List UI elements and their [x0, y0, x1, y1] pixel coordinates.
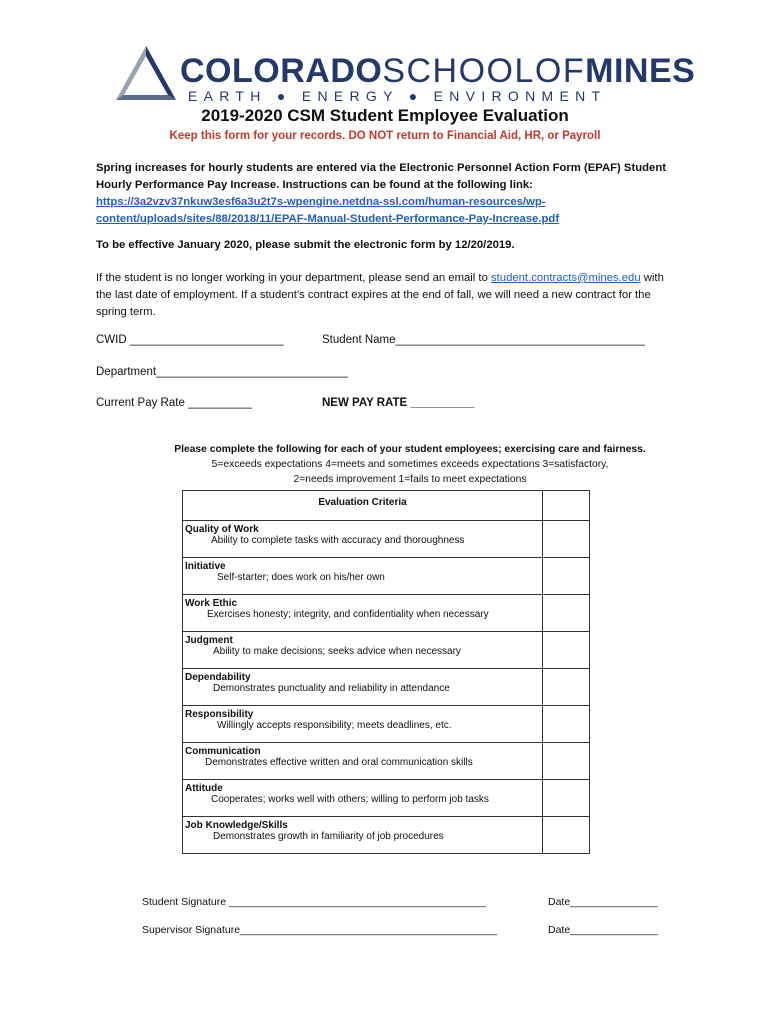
criteria-description: Demonstrates punctuality and reliability in attendance: [213, 683, 450, 694]
criteria-description: Demonstrates growth in familiarity of job procedures: [213, 831, 444, 842]
criteria-description: Demonstrates effective written and oral communication skills: [205, 757, 473, 768]
criteria-name: Quality of Work: [185, 524, 259, 535]
epaf-paragraph: [96, 160, 676, 228]
logo-tagline: EARTH ● ENERGY ● ENVIRONMENT: [188, 88, 607, 104]
contract-email-link[interactable]: student.contracts@mines.edu: [491, 272, 641, 284]
table-row: [183, 669, 590, 706]
deadline-notice: To be effective January 2020, please submit the electronic form by 12/20/2019.: [96, 239, 515, 251]
score-header-cell: [543, 491, 590, 521]
criteria-cell: [183, 780, 543, 817]
rating-scale-line-1: 5=exceeds expectations 4=meets and sometimes exceeds expectations 3=satisfactory,: [211, 459, 609, 470]
criteria-description: Ability to complete tasks with accuracy and thoroughness: [211, 535, 465, 546]
contract-paragraph: [96, 270, 681, 321]
criteria-name: Initiative: [185, 561, 226, 572]
logo-wordmark-bold-1: COLORADO: [180, 52, 383, 90]
logo-wordmark-bold-2: MINES: [585, 52, 696, 90]
epaf-text: Spring increases for hourly students are entered via the Electronic Personnel Action Form (EPAF) Student Hourly Performance Pay Increase. Instructions can be found at the following link:: [96, 162, 666, 191]
contract-text-before: If the student is no longer working in your department, please send an email to: [96, 272, 491, 284]
new-pay-rate-field[interactable]: NEW PAY RATE __________: [322, 397, 475, 409]
score-cell[interactable]: [543, 558, 590, 595]
epaf-link-line-2[interactable]: content/uploads/sites/88/2018/11/EPAF-Manual-Student-Performance-Pay-Increase.pdf: [96, 213, 560, 225]
student-signature-field[interactable]: Student Signature ____________________________________________: [142, 896, 486, 908]
table-row: [183, 817, 590, 854]
score-cell[interactable]: [543, 706, 590, 743]
criteria-name: Attitude: [185, 783, 223, 794]
table-header-row: [183, 491, 590, 521]
criteria-description: Cooperates; works well with others; willing to perform job tasks: [211, 794, 489, 805]
table-row: [183, 780, 590, 817]
table-row: [183, 706, 590, 743]
score-cell[interactable]: [543, 669, 590, 706]
criteria-cell: [183, 521, 543, 558]
student-date-field[interactable]: Date_______________: [548, 896, 658, 908]
epaf-link-line-1[interactable]: https://3a2vzv37nkuw3esf6a3u2t7s-wpengine.netdna-ssl.com/human-resources/wp-: [96, 196, 546, 208]
criteria-cell: [183, 558, 543, 595]
evaluation-table: [182, 490, 590, 854]
criteria-cell: [183, 817, 543, 854]
records-notice: Keep this form for your records. DO NOT return to Financial Aid, HR, or Payroll: [169, 130, 601, 142]
score-cell[interactable]: [543, 521, 590, 558]
evaluation-criteria-header: Evaluation Criteria: [183, 491, 543, 521]
logo-wordmark: [180, 52, 695, 91]
rating-scale-line-2: 2=needs improvement 1=fails to meet expectations: [293, 474, 527, 485]
supervisor-date-field[interactable]: Date_______________: [548, 924, 658, 936]
current-pay-rate-field[interactable]: Current Pay Rate __________: [96, 397, 252, 409]
criteria-cell: [183, 669, 543, 706]
criteria-cell: [183, 632, 543, 669]
score-cell[interactable]: [543, 743, 590, 780]
student-name-field[interactable]: Student Name_______________________________________: [322, 334, 645, 346]
rating-instructions: Please complete the following for each of your student employees; exercising care and fairness.: [174, 444, 646, 455]
criteria-description: Exercises honesty; integrity, and confidentiality when necessary: [207, 609, 489, 620]
criteria-name: Dependability: [185, 672, 251, 683]
department-field[interactable]: Department______________________________: [96, 366, 348, 378]
criteria-description: Willingly accepts responsibility; meets deadlines, etc.: [217, 720, 452, 731]
criteria-description: Self-starter; does work on his/her own: [217, 572, 385, 583]
page-title: 2019-2020 CSM Student Employee Evaluation: [201, 106, 569, 125]
criteria-cell: [183, 743, 543, 780]
score-cell[interactable]: [543, 817, 590, 854]
table-row: [183, 558, 590, 595]
criteria-name: Communication: [185, 746, 261, 757]
criteria-description: Ability to make decisions; seeks advice when necessary: [213, 646, 461, 657]
score-cell[interactable]: [543, 595, 590, 632]
criteria-cell: [183, 595, 543, 632]
score-cell[interactable]: [543, 632, 590, 669]
table-row: [183, 595, 590, 632]
criteria-name: Work Ethic: [185, 598, 238, 609]
criteria-name: Judgment: [185, 635, 233, 646]
cwid-field[interactable]: CWID ________________________: [96, 334, 284, 346]
criteria-cell: [183, 706, 543, 743]
score-cell[interactable]: [543, 780, 590, 817]
table-row: [183, 743, 590, 780]
contract-text-after: with the last date of employment. If a student's contract expires at the end of fall, we will need a new contract for the spring term.: [96, 272, 664, 318]
table-row: [183, 632, 590, 669]
criteria-name: Job Knowledge/Skills: [185, 820, 288, 831]
logo-wordmark-thin: SCHOOLOF: [382, 52, 586, 90]
criteria-name: Responsibility: [185, 709, 254, 720]
table-row: [183, 521, 590, 558]
supervisor-signature-field[interactable]: Supervisor Signature____________________________________________: [142, 924, 497, 936]
